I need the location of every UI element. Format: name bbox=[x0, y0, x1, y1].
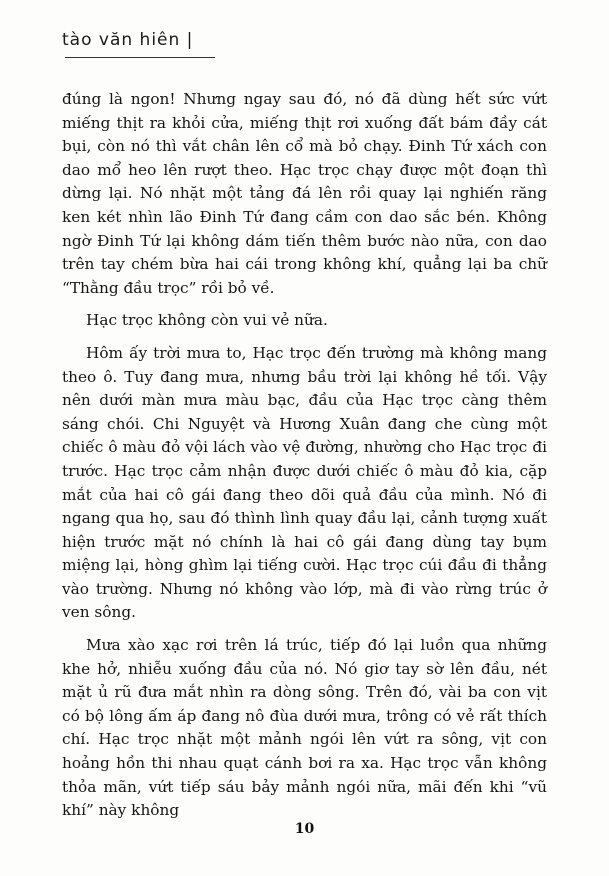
body-text bbox=[62, 88, 547, 823]
header-rule bbox=[65, 57, 215, 58]
page-number: 10 bbox=[294, 821, 315, 837]
paragraph-3: Hôm ấy trời mưa to, Hạc trọc đến trường mà không mang theo ô. Tuy đang mưa, nhưng bầu trời lại không hề tối. Vậy nên dưới màn mưa màu bạc, đầu của Hạc trọc càng thêm sáng chói. Chi Nguyệt và Hương Xuân đang che cùng một chiếc ô màu đỏ vội lách vào vệ đường, nhường cho Hạc trọc đi trước. Hạc trọc cảm nhận được dưới chiếc ô màu đỏ kia, cặp mắt của hai cô gái đang theo dõi quả đầu của mình. Nó đi ngang qua họ, sau đó thình lình quay đầu lại, cảnh tượng xuất hiện trước mặt nó chính là hai cô gái đang dùng tay bụm miệng lại, hòng ghìm lại tiếng cười. Hạc trọc cúi đầu đi thẳng vào trường. Nhưng nó không vào lớp, mà đi vào rừng trúc ở ven sông. bbox=[62, 343, 547, 622]
running-head: tào văn hiên | bbox=[62, 30, 194, 50]
paragraph-1: đúng là ngon! Nhưng ngay sau đó, nó đã dùng hết sức vứt miếng thịt ra khỏi cửa, miếng thịt rơi xuống đất bám đầy cát bụi, còn nó thì vắt chân lên cổ mà bỏ chạy. Đinh Tứ xách con dao mổ heo lên rượt theo. Hạc trọc chạy được một đoạn thì dừng lại. Nó nhặt một tảng đá lên rồi quay lại nghiến răng ken két nhìn lão Đinh Tứ đang cầm con dao sắc bén. Không ngờ Đinh Tứ lại không dám tiến thêm bước nào nữa, con dao trên tay chém bừa hai cái trong không khí, quẳng lại ba chữ “Thằng đầu trọc” rồi bỏ về. bbox=[62, 90, 547, 297]
paragraph-4: Mưa xào xạc rơi trên lá trúc, tiếp đó lại luồn qua những khe hở, nhiễu xuống đầu của nó. Nó giơ tay sờ lên đầu, nét mặt ủ rũ đưa mắt nhìn ra dòng sông. Trên đó, vài ba con vịt có bộ lông ấm áp đang nô đùa dưới mưa, trông có vẻ rất thích chí. Hạc trọc nhặt một mảnh ngói lên vứt ra sông, vịt con hoảng hồn thi nhau quạt cánh bơi ra xa. Hạc trọc vẫn không thỏa mãn, vứt tiếp sáu bảy mảnh ngói nữa, mãi đến khi “vũ khí” này không bbox=[62, 636, 547, 820]
paragraph-2: Hạc trọc không còn vui vẻ nữa. bbox=[86, 311, 328, 330]
